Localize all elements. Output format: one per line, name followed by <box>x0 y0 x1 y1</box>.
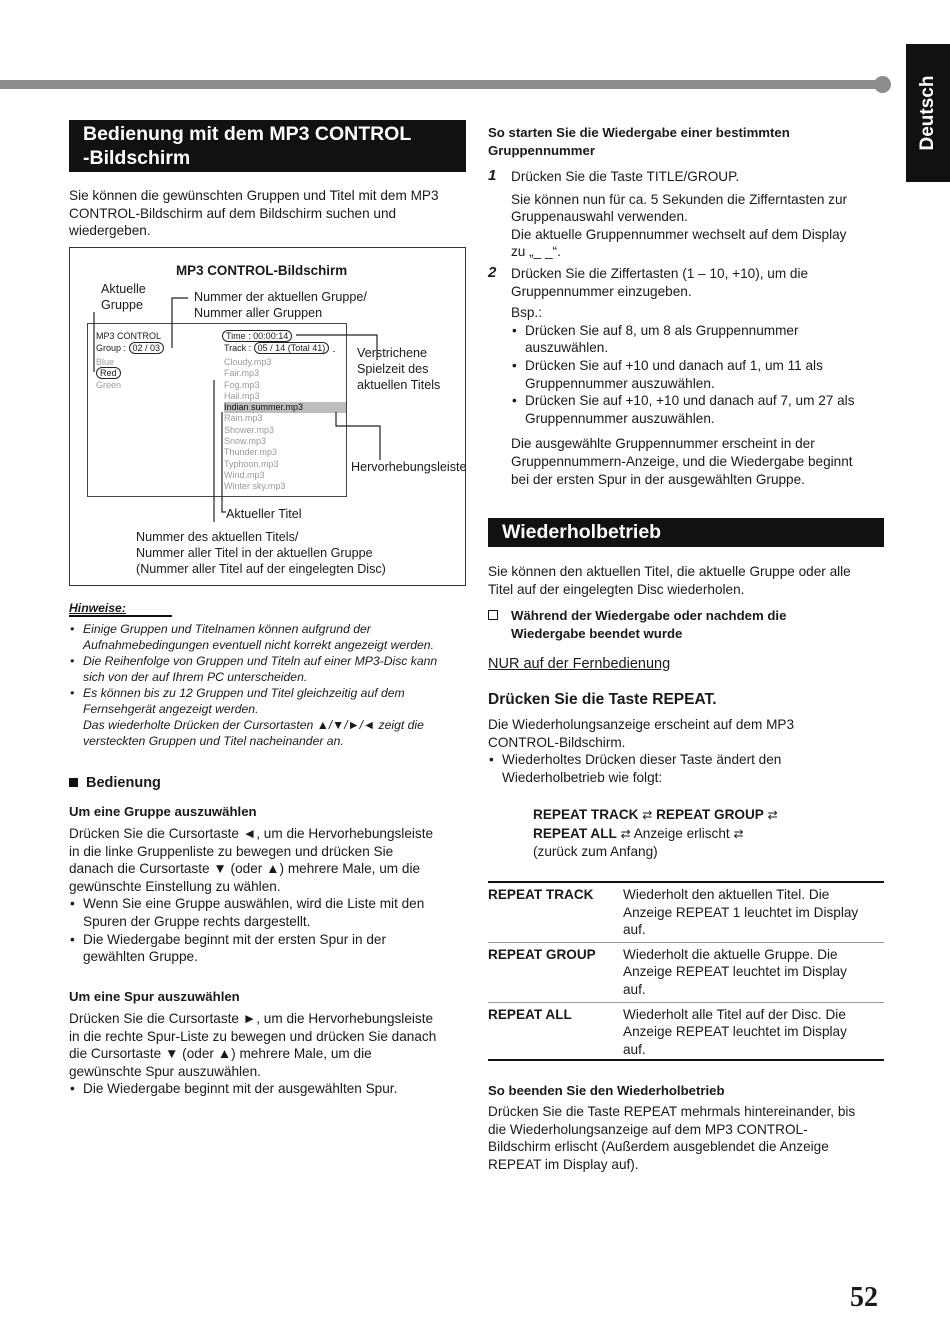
text-line: Gruppennummern-Anzeige, und die Wiedergabe beginnt <box>511 453 853 469</box>
cycle-arrow-icon: ⇄ <box>642 808 653 822</box>
text-line: in die rechte Spur-Liste zu bewegen und drücken Sie danach <box>69 1028 437 1044</box>
text-line: bei der ersten Spur in der ausgewählten Gruppe. <box>511 471 805 487</box>
track-item: Wind.mp3 <box>224 469 265 480</box>
text-line: Spielzeit des <box>357 362 429 376</box>
text-line: • Drücken Sie auf 8, um 8 als Gruppennummer <box>525 322 799 338</box>
text-line: Nummer aller Gruppen <box>194 306 323 320</box>
text-line: • Wenn Sie eine Gruppe auswählen, wird die Liste mit den <box>83 896 425 912</box>
text-line: gewünschte Spur auszuwählen. <box>69 1063 261 1079</box>
label-current-track: Aktueller Titel <box>226 507 302 521</box>
notes-rule <box>69 615 172 617</box>
square-bullet-icon <box>69 778 78 787</box>
text-line: Anzeige REPEAT leuchtet im Display <box>623 964 847 980</box>
text-line: Wiederholt alle Titel auf der Disc. Die <box>623 1006 846 1022</box>
text-line: auf. <box>623 981 646 997</box>
track-item: Shower.mp3 <box>224 424 275 435</box>
text-line: Sie können die gewünschten Gruppen und Titel mit dem MP3 <box>69 188 439 203</box>
text-line: auf. <box>623 1041 646 1057</box>
step-detail <box>511 191 891 261</box>
text-line: CONTROL-Bildschirm. <box>488 734 626 750</box>
text-line: Gruppennummer auszuwählen. <box>525 410 715 426</box>
text-line: Wiederholt den aktuellen Titel. Die <box>623 887 830 902</box>
table-bottom-rule <box>488 1059 884 1061</box>
track-item: Hail.mp3 <box>224 390 260 401</box>
track-item: Snow.mp3 <box>224 436 267 447</box>
diagram-heading: MP3 CONTROL-Bildschirm <box>176 263 348 278</box>
leader-current-track <box>222 412 226 512</box>
section-title-line: -Bildschirm <box>83 147 191 169</box>
text-line: Die aktuelle Gruppennummer wechselt auf dem Display <box>511 226 847 242</box>
text-line: Die Wiederholungsanzeige erscheint auf dem MP3 <box>488 717 795 732</box>
text-line: Wiederholt die aktuelle Gruppe. Die <box>623 946 838 962</box>
bedienung-heading <box>69 775 161 793</box>
heading-text: Bedienung <box>86 775 161 791</box>
notes-list <box>69 621 469 749</box>
cycle-repeat-group: REPEAT GROUP <box>656 807 764 822</box>
text-line: Gruppenauswahl verwenden. <box>511 209 688 225</box>
bullet-item <box>511 322 891 357</box>
text-line: Gruppennummer auszuwählen. <box>525 375 715 391</box>
track-number-value: 05 / 14 (Total 41) <box>254 342 330 354</box>
time-label: Time : <box>226 331 254 341</box>
bullet-item <box>511 357 891 392</box>
cycle-arrow-icon: ⇄ <box>733 826 744 841</box>
step-number: 2 <box>488 264 497 281</box>
text-line: Nummer der aktuellen Gruppe/ <box>194 290 367 304</box>
track-label: Track : <box>224 343 254 353</box>
track-item: Winter sky.mp3 <box>224 481 286 492</box>
text-line: Drücken Sie die Cursortaste ►, um die Hervorhebungsleiste <box>69 1011 434 1026</box>
text-line: Bildschirm erlischt (Außerdem ausgeblendet die Anzeige <box>488 1139 829 1155</box>
group-number-value: 02 / 03 <box>129 342 165 354</box>
step-number: 1 <box>488 167 497 184</box>
repeat-cycle <box>533 806 893 861</box>
track-item: Fog.mp3 <box>224 379 260 390</box>
text-line: Wiederholbetrieb wie folgt: <box>502 769 663 785</box>
select-track-heading: Um eine Spur auszuwählen <box>69 989 240 1004</box>
text-line: Aufnahmebedingungen eventuell nicht korrekt angezeigt werden. <box>83 638 434 652</box>
track-item: Thunder.mp3 <box>224 447 278 458</box>
table-row <box>488 942 884 1002</box>
notes-heading: Hinweise: <box>69 601 126 615</box>
text-line: in die linke Gruppenliste zu bewegen und drücken Sie <box>69 843 394 859</box>
repeat-intro <box>488 563 888 598</box>
example-label: Bsp.: <box>511 305 542 321</box>
table-cell-description <box>623 883 884 942</box>
bullet-item <box>69 895 469 930</box>
bullet-item: • Die Wiedergabe beginnt mit der ausgewählten Spur. <box>69 1080 469 1098</box>
text-line: Fernsehgerät angezeigt werden. <box>83 702 259 716</box>
leader-highlight <box>336 412 380 460</box>
select-group-text <box>69 825 469 966</box>
text-line: Anzeige REPEAT 1 leuchtet im Display <box>623 904 859 920</box>
cycle-display-off: Anzeige erlischt <box>633 825 730 841</box>
step-2 <box>511 265 891 488</box>
bullet-item <box>488 751 888 786</box>
language-tab-label: Deutsch <box>917 75 939 151</box>
note-item <box>69 653 469 685</box>
text-line: • Wiederholtes Drücken dieser Taste ändert den <box>502 752 782 768</box>
section-title-line: Bedienung mit dem MP3 CONTROL <box>83 123 412 145</box>
page-number: 52 <box>850 1282 878 1313</box>
text-line: • Es können bis zu 12 Gruppen und Titel gleichzeitig auf dem <box>83 686 405 700</box>
track-item: Rain.mp3 <box>224 413 263 424</box>
text-line: Sie können nun für ca. 5 Sekunden die Zifferntasten zur <box>511 191 848 207</box>
table-cell-mode: REPEAT GROUP <box>488 942 623 1002</box>
track-item: Fair.mp3 <box>224 368 260 379</box>
text-line: Während der Wiedergabe oder nachdem die <box>511 608 787 623</box>
condition-text <box>511 607 786 642</box>
screen-title: MP3 CONTROL <box>96 331 162 341</box>
text-line: • Die Wiedergabe beginnt mit der ersten Spur in der <box>83 931 386 947</box>
note-item <box>69 685 469 749</box>
track-item-highlighted: Indian summer.mp3 <box>224 402 346 413</box>
bullet-item <box>511 392 891 427</box>
text-line: Wiedergabe beendet wurde <box>511 625 683 641</box>
start-group-heading <box>488 124 790 159</box>
cycle-arrow-icon: ⇄ <box>767 808 778 822</box>
step-text: Drücken Sie die Taste TITLE/GROUP. <box>511 169 740 184</box>
text-line: Anzeige REPEAT leuchtet im Display <box>623 1024 847 1040</box>
text-line: zu „_ _“. <box>511 244 561 260</box>
step-result <box>511 435 891 488</box>
table-cell-mode: REPEAT TRACK <box>488 887 594 902</box>
step-1 <box>511 168 891 261</box>
text-line: die Wiederholungsanzeige auf dem MP3 CONTROL- <box>488 1121 808 1137</box>
text-line: Aktuelle <box>101 282 146 296</box>
text-line: aktuellen Titels <box>357 378 441 392</box>
table-cell-description <box>623 942 884 1002</box>
group-item: Blue <box>96 357 115 367</box>
group-item: Green <box>96 379 122 390</box>
select-track-text <box>69 1010 469 1098</box>
text-line: Das wiederholte Drücken der Cursortasten ▲/▼/►/◄ zeigt die <box>83 718 424 732</box>
text-line: Verstrichene <box>357 346 428 360</box>
text-line: • Drücken Sie auf +10 und danach auf 1, um 11 als <box>525 357 823 373</box>
text-line: Drücken Sie die Taste REPEAT mehrmals hintereinander, bis <box>488 1104 856 1119</box>
text-line: Die ausgewählte Gruppennummer erscheint in der <box>511 436 815 452</box>
section-title-repeat: Wiederholbetrieb <box>488 518 884 547</box>
text-line: REPEAT im Display auf). <box>488 1156 639 1172</box>
table-cell-mode: REPEAT ALL <box>488 1002 623 1061</box>
table-row <box>488 1002 884 1061</box>
leader-group-number <box>172 298 188 348</box>
text-line: (Nummer aller Titel auf der eingelegten Disc) <box>136 562 386 576</box>
leader-elapsed <box>296 335 377 360</box>
text-line: Drücken Sie die Cursortaste ◄, um die Hervorhebungsleiste <box>69 826 434 841</box>
elapsed-time-value: 00:00:14 <box>253 331 289 341</box>
text-line: sich von der auf Ihrem PC unterscheiden. <box>83 670 308 684</box>
track-item: Typhoon.mp3 <box>224 458 279 469</box>
press-repeat-heading: Drücken Sie die Taste REPEAT. <box>488 691 717 708</box>
cycle-repeat-all: REPEAT ALL <box>533 825 617 841</box>
text-line: Titel auf der eingelegten Disc wiederholen. <box>488 581 745 597</box>
text-line: Sie können den aktuellen Titel, die aktuelle Gruppe oder alle <box>488 564 851 579</box>
text-line: versteckten Gruppen und Titel nacheinander an. <box>83 734 344 748</box>
bullet-item <box>69 931 469 966</box>
cycle-arrow-icon: ⇄ <box>620 826 631 841</box>
repeat-mode-table <box>488 883 884 1061</box>
text-line: • Die Reihenfolge von Gruppen und Titeln auf einer MP3-Disc kann <box>83 654 438 668</box>
text-line: • Einige Gruppen und Titelnamen können aufgrund der <box>83 622 371 636</box>
group-item-current: Red <box>96 367 121 379</box>
cycle-repeat-track: REPEAT TRACK <box>533 807 639 822</box>
text-line: So starten Sie die Wiedergabe einer bestimmten <box>488 125 790 140</box>
text-line: gewählten Gruppe. <box>83 949 198 965</box>
text-line: Nummer aller Titel in der aktuellen Gruppe <box>136 546 373 560</box>
text-line: auf. <box>623 922 646 938</box>
select-group-heading: Um eine Gruppe auszuwählen <box>69 804 257 819</box>
text-line: danach die Cursortaste ▼ (oder ▲) mehrere Male, um die <box>69 861 421 877</box>
text-line: CONTROL-Bildschirm auf dem Bildschirm suchen und <box>69 205 397 221</box>
text-line: gewünschte Einstellung zu wählen. <box>69 878 281 894</box>
note-item <box>69 621 469 653</box>
track-item: Cloudy.mp3 <box>224 357 272 367</box>
group-label: Group : <box>96 343 129 353</box>
text-line: • Drücken Sie auf +10, +10 und danach auf 7, um 27 als <box>525 393 855 409</box>
cycle-back-to-start: (zurück zum Anfang) <box>533 844 658 860</box>
press-repeat-text <box>488 716 888 786</box>
text-line: Gruppe <box>101 298 144 312</box>
text-line: wiedergeben. <box>69 223 151 239</box>
table-cell-description <box>623 1002 884 1061</box>
remote-only-label: NUR auf der Fernbedienung <box>488 656 671 672</box>
text-line: Drücken Sie die Ziffertasten (1 – 10, +10), um die <box>511 266 809 281</box>
text-line: Gruppennummer <box>488 142 595 158</box>
text-line: Spuren der Gruppe rechts dargestellt. <box>83 913 311 929</box>
label-highlight-bar: Hervorhebungsleiste <box>351 460 467 474</box>
text-line: Gruppennummer einzugeben. <box>511 283 692 299</box>
text-line: die Cursortaste ▼ (oder ▲) mehrere Male, um die <box>69 1046 372 1062</box>
end-repeat-heading: So beenden Sie den Wiederholbetrieb <box>488 1083 725 1098</box>
table-row <box>488 883 884 942</box>
end-repeat-text <box>488 1103 888 1173</box>
text-line: auszuwählen. <box>525 340 609 356</box>
checkbox-icon <box>488 610 498 620</box>
text-line: Nummer des aktuellen Titels/ <box>136 530 299 544</box>
